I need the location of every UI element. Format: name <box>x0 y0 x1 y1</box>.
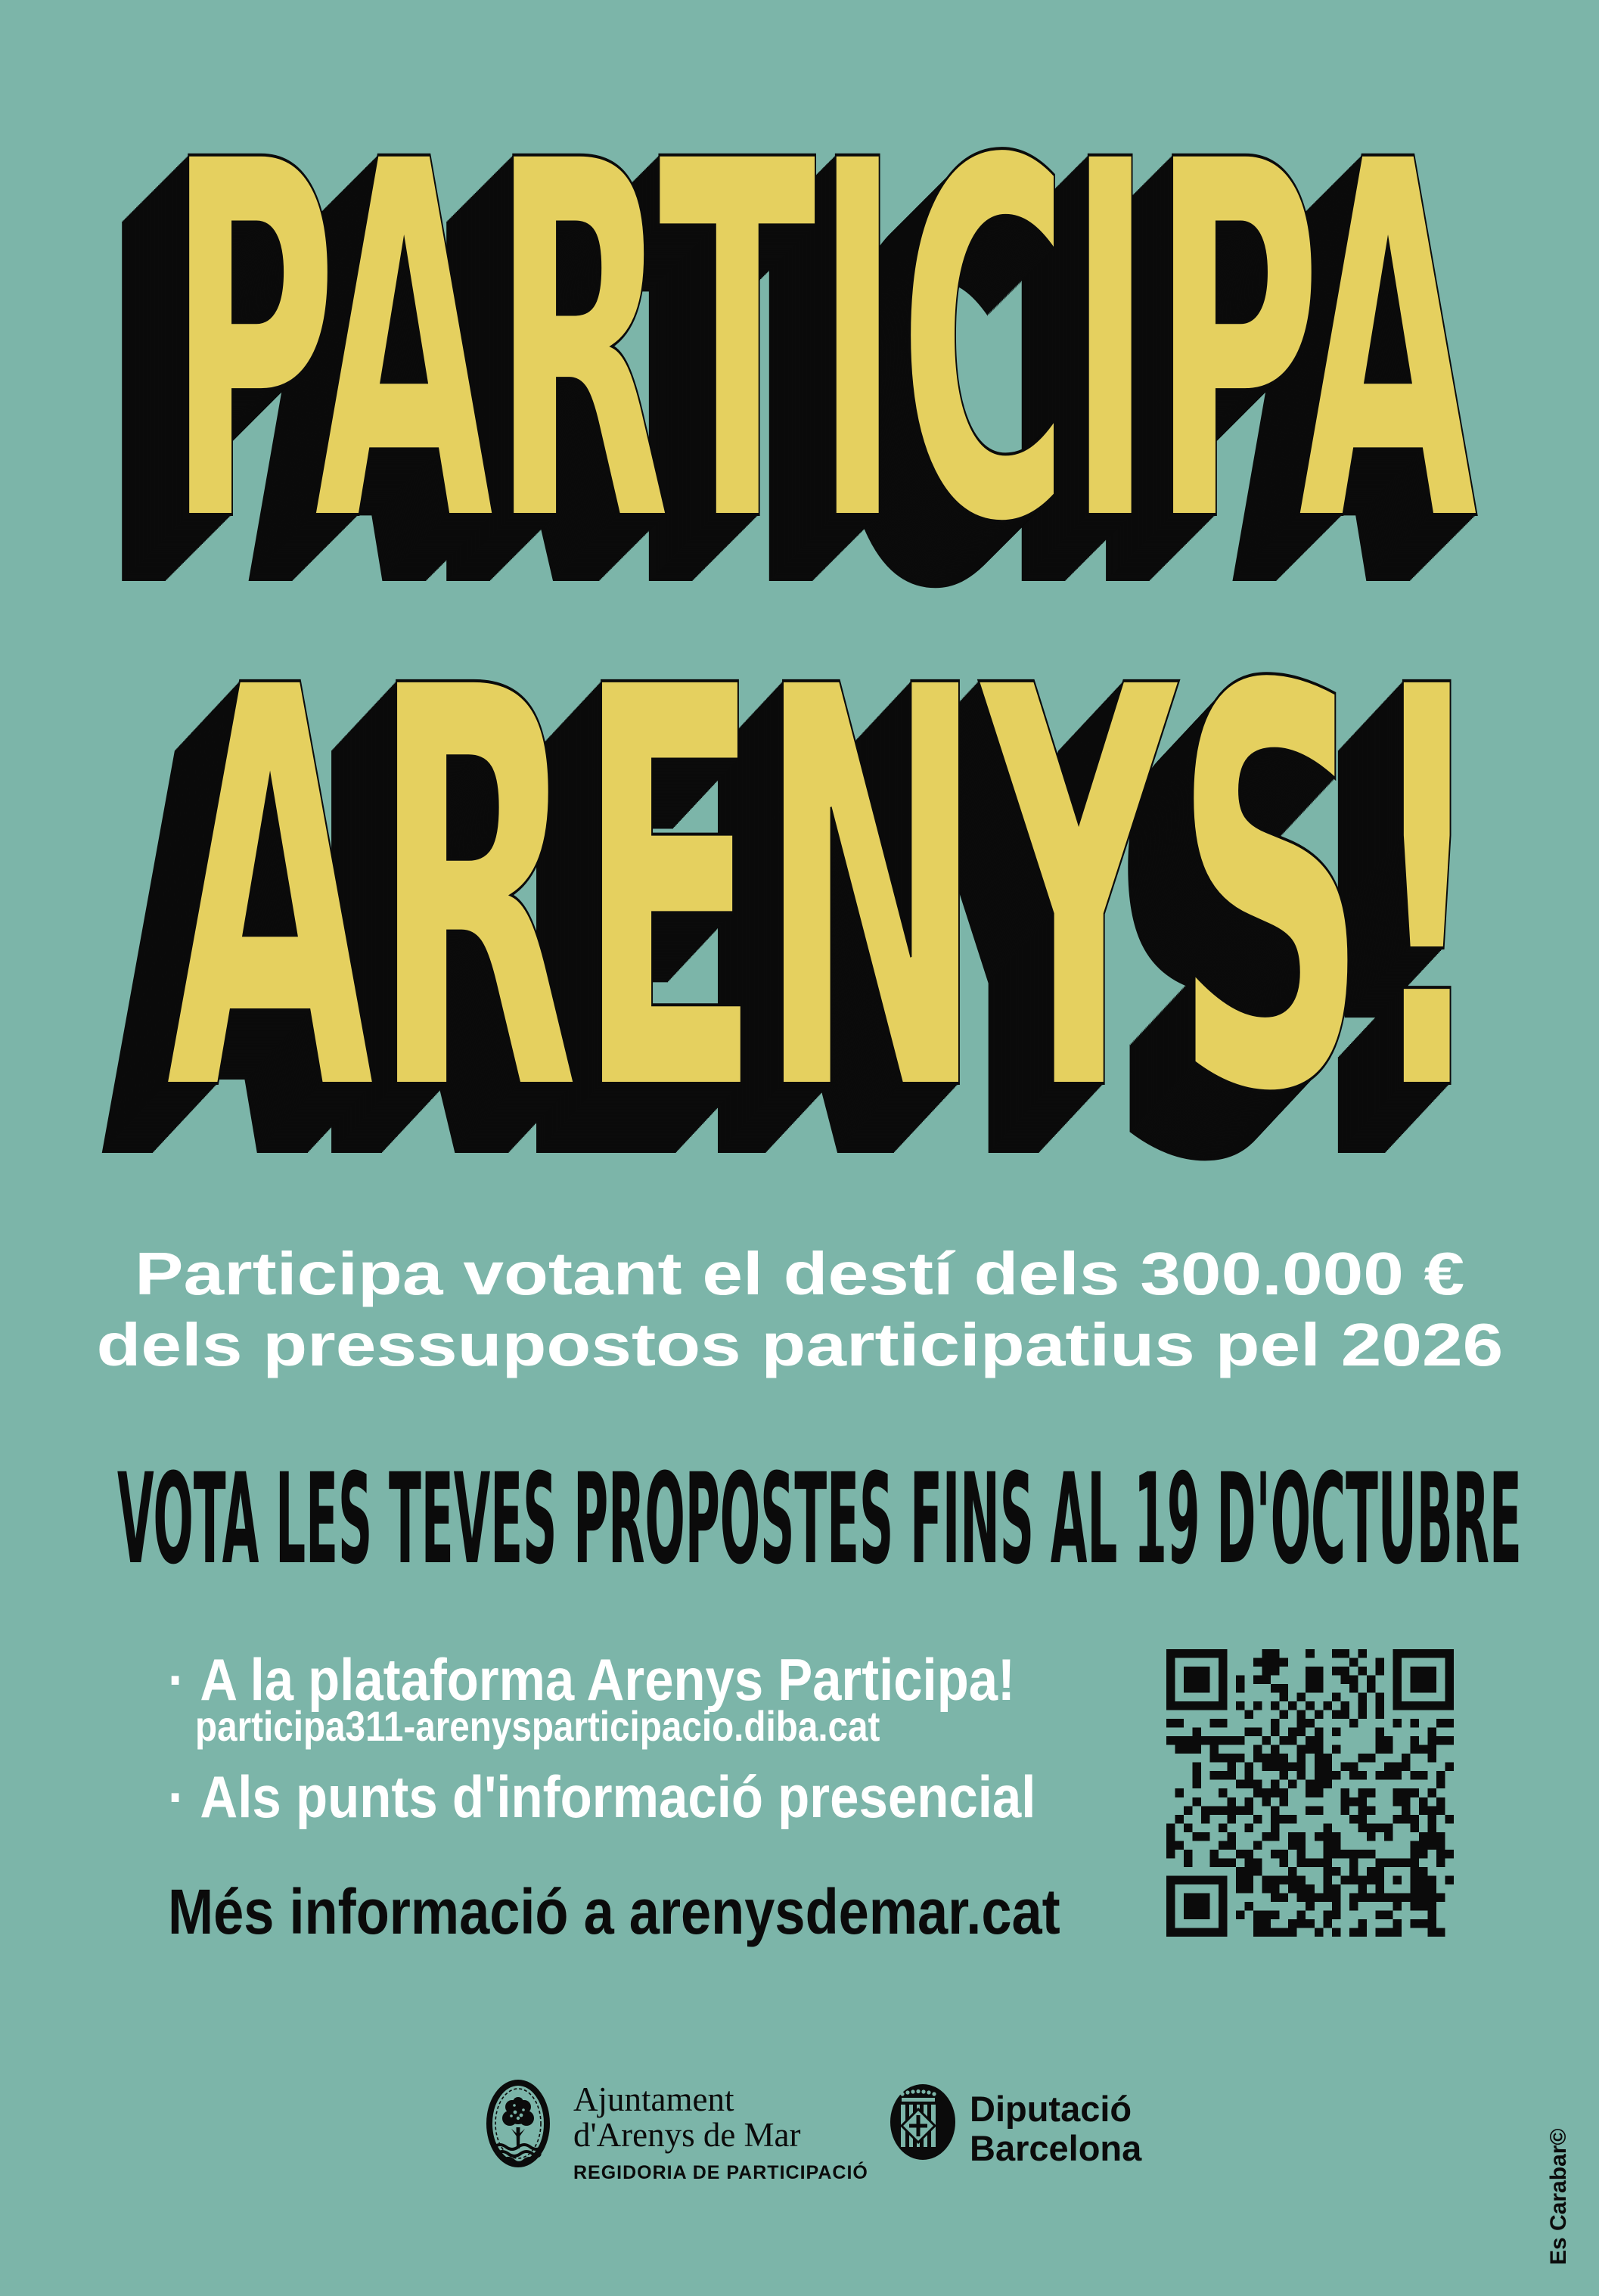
subtitle-line-2: dels pressupostos participatius pel 2026 <box>96 1311 1503 1378</box>
qr-code <box>1166 1649 1454 1937</box>
headline-participa: PARTICIPA <box>167 57 1476 631</box>
bullet-label-info-points: Als punts d'informació presencial <box>200 1763 1036 1830</box>
diputacio-barcelona-seal-icon <box>886 2082 956 2162</box>
ajuntament-arenys-seal-icon <box>486 2079 550 2168</box>
diputacio-name-block <box>970 2089 1141 2168</box>
ajuntament-name-line-2: d'Arenys de Mar <box>573 2116 801 2154</box>
bullet-dot: · <box>168 1763 185 1830</box>
credit-text: Es Carabar© <box>1546 2128 1571 2265</box>
bullet-label-platform: A la plataforma Arenys Participa! <box>200 1646 1015 1713</box>
subtitle <box>0 1238 1599 1381</box>
headline-arenys: ARENYS! <box>166 571 1486 1214</box>
bullet-dot: · <box>168 1646 185 1713</box>
bullet-item-info-points <box>168 1763 1035 1832</box>
more-info-text: Més informació a arenysdemar.cat <box>168 1876 1060 1947</box>
cta-headline: VOTA LES TEVES PROPOSTES FINS AL 19 D'OCTUBRE <box>117 1446 1522 1592</box>
diputacio-name-line-2: Barcelona <box>970 2128 1142 2168</box>
ajuntament-name-line-1: Ajuntament <box>573 2080 734 2118</box>
ajuntament-name-block <box>573 2082 868 2184</box>
platform-url-text: participa311-arenysparticipacio.diba.cat <box>195 1702 880 1750</box>
diputacio-name-line-1: Diputació <box>970 2089 1132 2129</box>
subtitle-line-1: Participa votant el destí dels 300.000 € <box>134 1240 1465 1307</box>
ajuntament-department: REGIDORIA DE PARTICIPACIÓ <box>573 2162 868 2183</box>
